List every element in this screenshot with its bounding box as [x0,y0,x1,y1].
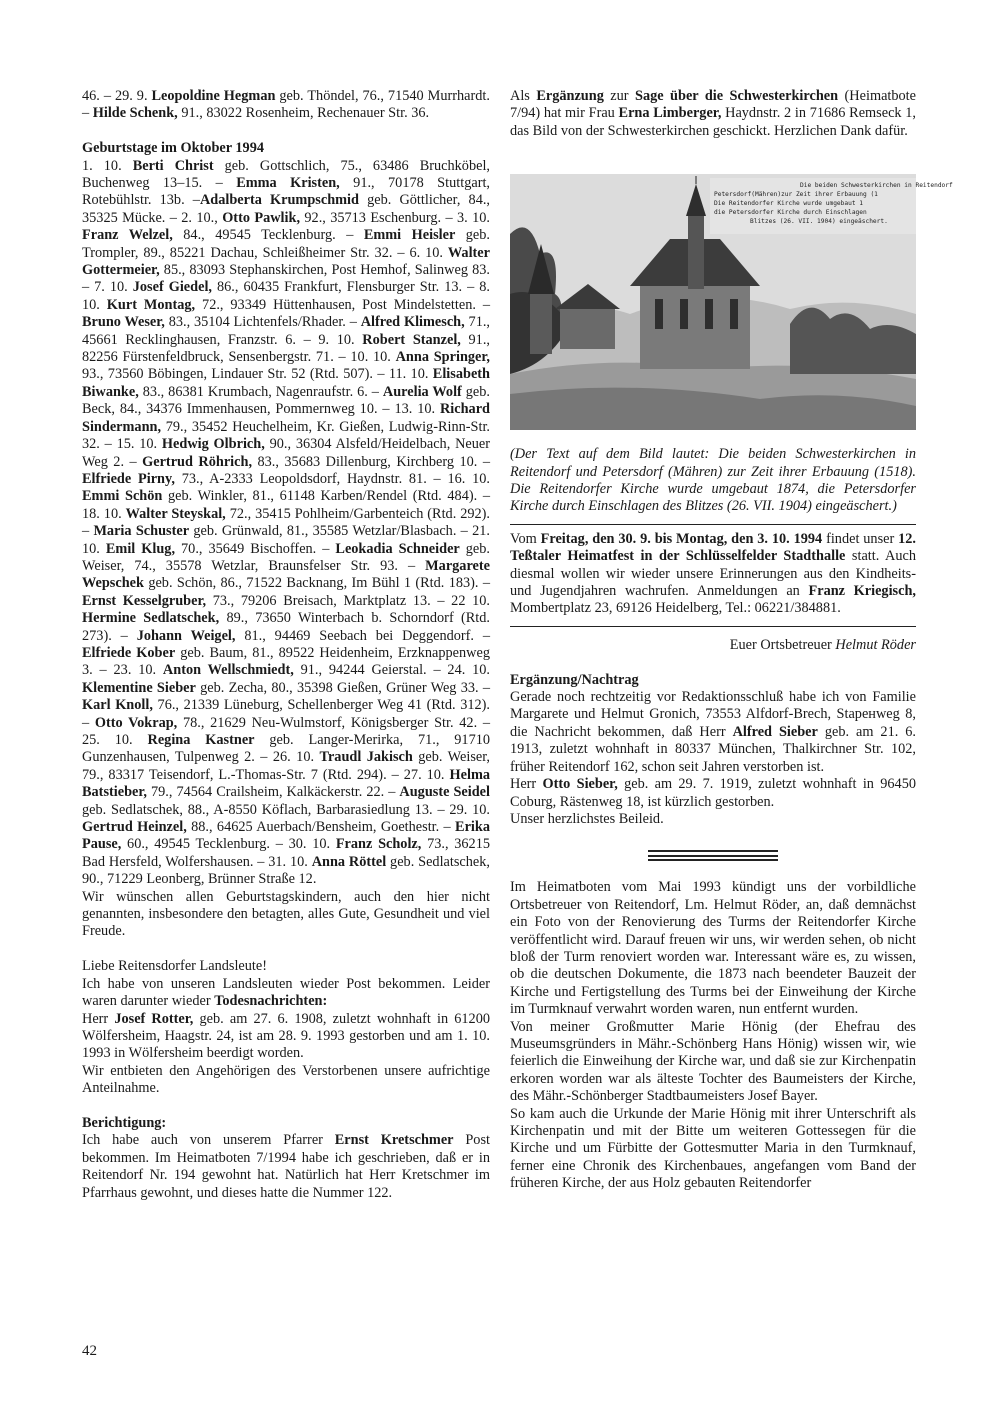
birthday-name: Gertrud Röhrich, [142,453,253,470]
divider [510,626,916,627]
birthday-detail: 92., 35713 Eschenburg. – 3. 10. [300,209,490,226]
supplement-paragraph: Als Ergänzung zur Sage über die Schwesterkirchen (Heimatbote 7/94) hat mir Frau Erna Limberger, Haydnstr. 2 in 71686 Remseck 1, das Bild von der Schwesterkirchen geschickt. Herzlichen Dank dafür. [510,88,916,139]
birthday-name: Hedwig Olbrich, [161,436,265,453]
intro-paragraph: 46. – 29. 9. Leopoldine Hegman geb. Thöndel, 76., 71540 Murrhardt. – Hilde Schenk, 91., 83022 Rosenheim, Rechenauer Str. 36. [82,88,490,122]
correction-heading: Berichtigung: [82,1114,167,1131]
birthday-name: Aurelia Wolf [382,383,462,400]
birthday-name: Leokadia Schneider [335,540,460,557]
birthdays-heading: Geburtstage im Oktober 1994 [82,140,265,157]
photo-inscription-line: Die beiden Schwesterkirchen in Reitendorf [800,182,953,190]
birthday-detail: 89., 73650 Winterbach b. Schorndorf (Rtd. 273). – [82,610,490,644]
birthday-detail: 93., 73560 Böbingen, Lindauer Str. 52 (Rtd. 507). – 11. 10. [82,366,433,383]
birthday-detail: geb. Beck, 84., 34376 Immenhausen, Pommernweg 10. – 13. 10. [82,383,490,418]
birthday-name: Otto Pawlik, [222,209,301,226]
birthday-detail: 83., 35104 Lichtenfels/Rhader. – [164,314,361,331]
triple-rule [648,850,778,861]
birthday-detail: geb. Weiser, 74., 35578 Wetzlar, Braunsfelser Str. 93. – [82,540,490,574]
birthday-name: Franz Scholz, [335,836,422,853]
correction-paragraph: Ich habe auch von unserem Pfarrer Ernst Kretschmer Post bekommen. Im Heimatboten 7/1994 habe ich geschrieben, daß er in Reitendorf Nr. 194 gewohnt hat. Natürlich hat Herr Kretschmer im Pfarrhaus gewohnt, und dieses hatte die Nummer 122. [82,1132,490,1201]
birthday-detail: geb. Zecha, 80., 35398 Gießen, Grüner Weg 33. – [195,679,490,696]
article-paragraph: Von meiner Großmutter Marie Hönig (der Ehefrau des Museumsgründers in Mähr.-Schönberg Hans Hönig) wissen wir, wie feierlich die Einweihung der Kirche war, und daß sie zur Kirchenpatin erkoren worden war als älteste Tochter des Baumeisters der Kirche, des Mähr.-Schönberger Stadtbaumeisters Josef Bayer. [510,1018,916,1105]
article-paragraph: So kam auch die Urkunde der Marie Hönig mit ihrer Unterschrift als Kirchenpatin und mit der Bitte um weiteren Gottessegen für die Kirche und um Fürbitte der Gottesmutter Maria in den Turmknauf, ferner eine Chronik des Kirchenbaues, angefangen vom Band der früheren Kirche, der aus Holz gebauten Reitendorfer [510,1105,916,1192]
birthday-detail: geb. Göttlicher, 84., 35325 Mücke. – 2. 10., [82,192,490,226]
addendum-second: Herr Otto Sieber, geb. am 29. 7. 1919, zuletzt wohnhaft in 96450 Coburg, Rästenweg 18, ist kürzlich gestorben. [510,776,916,810]
addendum-heading: Ergänzung/Nachtrag [510,671,639,688]
birthday-detail: 78., 21629 Neu-Wulmstorf, Königsberger Str. 42. – 25. 10. [82,714,491,749]
left-column [82,88,490,1202]
fest-paragraph: Vom Freitag, den 30. 9. bis Montag, den 3. 10. 1994 findet unser 12. Teßtaler Heimatfest in der Schlüsselfelder Stadthalle statt. Auch diesmal wollen wir wieder unsere Erinnerungen aus den Kindheits- und Jugendjahren wachrufen. Anmeldungen an Franz Kriegisch, Mombertplatz 23, 69126 Heidelberg, Tel.: 06221/384881. [510,530,916,617]
condolence-paragraph: Wir entbieten den Angehörigen des Verstorbenen unsere aufrichtige Anteilnahme. [82,1062,490,1097]
birthday-detail: 73., A-2333 Leopoldsdorf, Haydnstr. 81. – 16. 10. [174,470,490,487]
birthday-detail: geb. Trompler, 89., 85221 Dachau, Schleißheimer Str. 32. – 6. 10. [82,227,490,261]
birthday-name: Traudl Jakisch [319,749,413,766]
greeting: Liebe Reitensdorfer Landsleute! [82,958,267,975]
birthday-detail: 1. 10. [82,157,133,174]
birthday-detail: 88., 64625 Auerbach/Bensheim, Goethestr. – [186,819,456,836]
article-paragraph: Im Heimatboten vom Mai 1993 kündigt uns der vorbildliche Ortsbetreuer von Reitendorf, Lm. Helmut Röder, an, daß demnächst ein Foto von der Renovierung des Turms der Reitendorfer Kirche veröffentlicht wird. Darauf freuen wir uns, wir werden sehen, ob nicht bloß der Turm renoviert worden war. Interessant wäre es, zu wissen, ob die deutschen Dokumente, die 1873 nach beendeter Bauzeit der Kirche und Fertigstellung des Turms bei der Einweihung der Kirche im Turmknauf verwahrt worden waren, nun entfernt wurden. [510,879,916,1018]
birthday-detail: 76., 21339 Lüneburg, Schellenberger Weg 41 (Rtd. 312). – [82,697,490,731]
birthday-detail: 70., 35649 Bischoffen. – [175,540,336,557]
addendum-closing: Unser herzlichstes Beileid. [510,810,664,827]
birthday-name: Anna Springer, [395,349,490,366]
birthday-detail: 72., 35415 Pohlheim/Garbenteich (Rtd. 292). – [82,505,490,540]
birthday-detail: geb. Schön, 86., 71522 Backnang, Im Bühl 1 (Rtd. 183). – [143,575,490,592]
birthday-detail: geb. Gottschlich, 75., 63486 Bruchköbel, Buchenweg 13–15. – [82,157,490,192]
birthday-name: Regina Kastner [147,732,255,749]
birthday-name: Emmi Heisler [363,227,456,244]
photo-caption: (Der Text auf dem Bild lautet: Die beiden Schwesterkirchen in Reitendorf und Petersdorf (Mähren) zur Zeit ihrer Erbauung (1518). Die Reitendorfer Kirche wurde umgebaut 1874, die Petersdorfer Kirche durch Einschlagen des Blitzes (26. VII. 1904) eingeäschert.) [510,446,916,515]
birthday-name: Walter Steyskal, [125,505,226,522]
divider [510,524,916,525]
birthday-detail: geb. Baum, 81., 89522 Heidenheim, Erzknappenweg 3. – 23. 10. [82,644,490,679]
church-photo [510,174,953,430]
birthday-name: Johann Weigel, [136,627,236,644]
addendum-paragraph: Gerade noch rechtzeitig vor Redaktionsschluß habe ich von Familie Margarete und Helmut Gronich, 73553 Alfdorf-Brech, Staренweg 8, die Nachricht bekommen, daß Herr Alfred Sieber geb. am 21. 6. 1913, zuletzt wohnhaft in 80337 München, Thalkirchner Str. 102, früher Reitendorf 162, schon seit Jahren verstorben ist. [510,689,916,775]
birthday-name: Emil Klug, [105,540,176,557]
birthday-detail: 81., 94469 Seebach bei Deggendorf. – [235,627,491,644]
birthday-name: Berti Christ [132,157,214,174]
birthday-name: Franz Welzel, [82,227,173,244]
church-illustration [510,174,953,430]
birthday-detail: geb. Langer-Merirka, 71., 91710 Gunzenhausen, Tulpenweg 2. – 26. 10. [82,732,491,766]
birthday-name: Kurt Montag, [106,296,196,313]
birthday-name: Otto Vokrap, [94,714,178,731]
post-paragraph: Ich habe von unseren Landsleuten wieder Post bekommen. Leider waren darunter wieder Todesnachrichten: [82,975,490,1010]
page-number: 42 [82,1343,97,1359]
birthday-detail: 90., 36304 Alsfeld/Heidelbach, Neuer Weg 2. – [82,436,490,470]
birthday-name: Emmi Schön [82,488,163,505]
photo-inscription-line: Die Reitendorfer Kirche wurde umgebaut 1 [714,200,864,208]
photo-inscription-line: Blitzes (26. VII. 1904) eingeäschert. [750,218,888,226]
birthday-detail: 91., 82256 Fürstenfeldbruck, Sensenbergstr. 71. – 10. 10. [82,331,490,366]
birthday-name: Adalberta Krumpschmid [199,192,359,209]
birthday-detail: 83., 86381 Krumbach, Nagenraufstr. 6. – [138,383,383,400]
birthday-detail: 72., 93349 Hüttenhausen, Post Mindelstetten. – [195,296,490,313]
birthday-detail: 83., 35683 Dillenburg, Kirchberg 10. – [252,453,491,470]
birthday-name: Bruno Weser, [82,314,165,331]
birthday-detail: geb. Weiser, 79., 83317 Teisendorf, L.-Thomas-Str. 7 (Rtd. 294). – 27. 10. [82,749,490,783]
birthday-detail: 79., 35452 Heuchelheim, Kr. Gießen, Ludwig-Rinn-Str. 32. – 15. 10. [82,418,490,453]
birthday-detail: 71., 45661 Recklinghausen, Franzstr. 6. – 9. 10. [82,314,490,348]
birthday-name: Maria Schuster [93,523,190,540]
birthday-detail: 91., 94244 Geierstal. – 24. 10. [293,662,490,679]
birthday-name: Gertrud Heinzel, [82,819,187,836]
birthday-name: Anton Wellschmiedt, [162,662,294,679]
birthday-name: Klementine Sieber [82,679,196,696]
birthday-name: Robert Stanzel, [362,331,461,348]
right-column [510,88,953,1193]
death-heading: Todesnachrichten: [214,993,328,1010]
birthday-name: Elisabeth Biwanke, [82,366,490,400]
signature: Euer Ortsbetreuer Helmut Röder [729,636,916,653]
birthday-name: Auguste Seidel [399,784,490,801]
birthday-detail: geb. Sedlatschek, 90., 71229 Leonberg, Brünner Straße 12. [82,853,490,888]
birthday-detail: 84., 49545 Tecklenburg. – [172,227,364,244]
birthday-name: Elfriede Pirny, [82,470,175,487]
birthday-name: Hermine Sedlatschek, [82,610,220,627]
photo-inscription-line: Petersdorf(Mähren)zur Zeit ihrer Erbauung (1 [714,191,878,199]
birthday-name: Alfred Klimesch, [360,314,465,331]
birthday-name: Helma Batstieber, [82,766,490,801]
birthday-detail: 86., 60435 Frankfurt, Flensburger Str. 13. – 8. 10. [82,279,490,313]
birthday-name: Ernst Kesselgruber, [82,592,207,609]
birthday-name: Walter Gottermeier, [82,244,490,279]
birthday-detail: 73., 36215 Bad Hersfeld, Wolfershausen. – 31. 10. [82,836,491,870]
birthday-detail: 85., 83093 Stephanskirchen, Post Hemhof, Salinweg 83. – 7. 10. [82,262,490,296]
birthday-name: Emma Kristen, [236,175,340,192]
birthday-name: Margarete Wepschek [82,557,490,592]
death-notice: Herr Josef Rotter, geb. am 27. 6. 1908, zuletzt wohnhaft in 61200 Wölfersheim, Haagstr. 24, ist am 28. 9. 1993 gestorben und am 1. 10. 1993 in Wölfersheim beerdigt worden. [82,1010,490,1062]
wishes-paragraph: Wir wünschen allen Geburtstagskindern, auch den hier nicht genannten, insbesondere den betagten, alles Gute, Gesundheit und viel Freude. [82,888,490,940]
birthday-detail: 60., 49545 Tecklenburg. – 30. 10. [121,836,336,853]
birthday-name: Erika Pause, [82,819,491,853]
birthday-name: Richard Sindermann, [82,401,490,435]
birthday-name: Anna Röttel [311,853,387,870]
birthday-detail: 91., 70178 Stuttgart, Rotebühlstr. 13b. – [82,175,491,209]
birthdays-list [82,158,490,889]
birthday-detail: 73., 79206 Breisach, Marktplatz 13. – 22 10. [206,592,490,609]
birthday-detail: 79., 74564 Crailsheim, Kalkäckerstr. 22. – [147,784,400,801]
photo-inscription-line: die Petersdorfer Kirche durch Einschlagen [714,209,867,217]
birthday-detail: geb. Grünwald, 81., 35585 Wetzlar/Blasbach. – 21. 10. [82,523,490,557]
birthday-name: Elfriede Kober [82,644,176,661]
birthday-detail: geb. Winkler, 81., 61148 Karben/Rendel (Rtd. 484). – 18. 10. [82,488,490,522]
birthday-name: Josef Giedel, [132,279,212,296]
birthday-detail: geb. Sedlatschek, 88., A-8550 Köflach, Barbarasiedlung 13. – 29. 10. [82,801,490,818]
birthday-name: Karl Knoll, [82,697,153,714]
